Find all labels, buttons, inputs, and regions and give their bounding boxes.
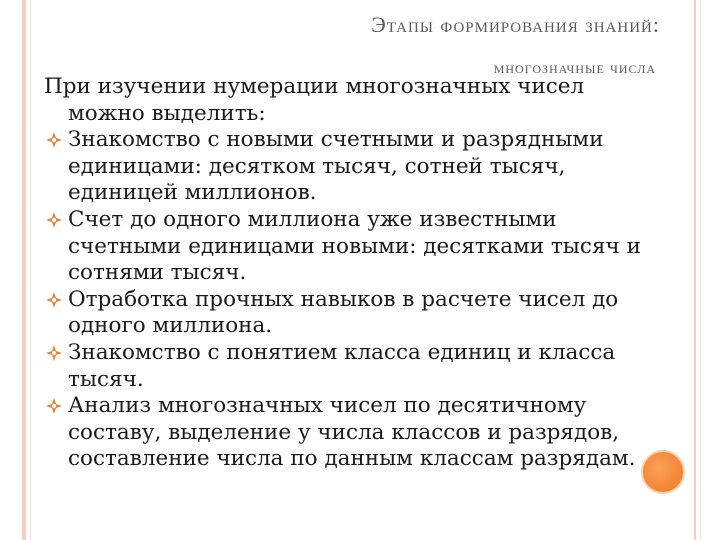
star-bullet-icon xyxy=(46,132,62,148)
left-border-rule-inner xyxy=(30,0,31,540)
title-line-1: Этапы формирования знаний: xyxy=(371,12,660,37)
bullet-text: Знакомство с понятием класса единиц и класса тысяч. xyxy=(68,339,616,392)
intro-text-content: При изучении нумерации многозначных чисел можно выделить: xyxy=(44,74,585,126)
star-bullet-icon xyxy=(46,398,62,414)
list-item xyxy=(44,127,664,207)
bullet-text: Знакомство с новыми счетными и разрядными единицами: десятком тысяч, сотней тысяч, единицей миллионов. xyxy=(68,127,604,206)
bullet-text: Отработка прочных навыков в расчете чисел до одного миллиона. xyxy=(68,286,619,339)
list-item xyxy=(44,340,664,393)
bullet-text: Анализ многозначных чисел по десятичному составу, выделение у числа классов и разрядов, составление числа по данным классам разрядам. xyxy=(68,393,636,472)
bullet-list xyxy=(44,127,664,473)
right-border-rule-inner xyxy=(700,0,701,540)
orange-circle-icon xyxy=(641,450,685,494)
list-item xyxy=(44,287,664,340)
slide-body xyxy=(44,74,664,473)
left-border-rule xyxy=(22,0,26,540)
list-item xyxy=(44,207,664,287)
intro-text xyxy=(44,74,664,127)
star-bullet-icon xyxy=(46,212,62,228)
list-item xyxy=(44,393,664,473)
title-line-2: многозначные числа xyxy=(493,58,656,77)
star-bullet-icon xyxy=(46,292,62,308)
right-border-rule xyxy=(694,0,696,540)
star-bullet-icon xyxy=(46,345,62,361)
bullet-text: Счет до одного миллиона уже известными счетными единицами новыми: десятками тысяч и сотнями тысяч. xyxy=(68,206,641,286)
